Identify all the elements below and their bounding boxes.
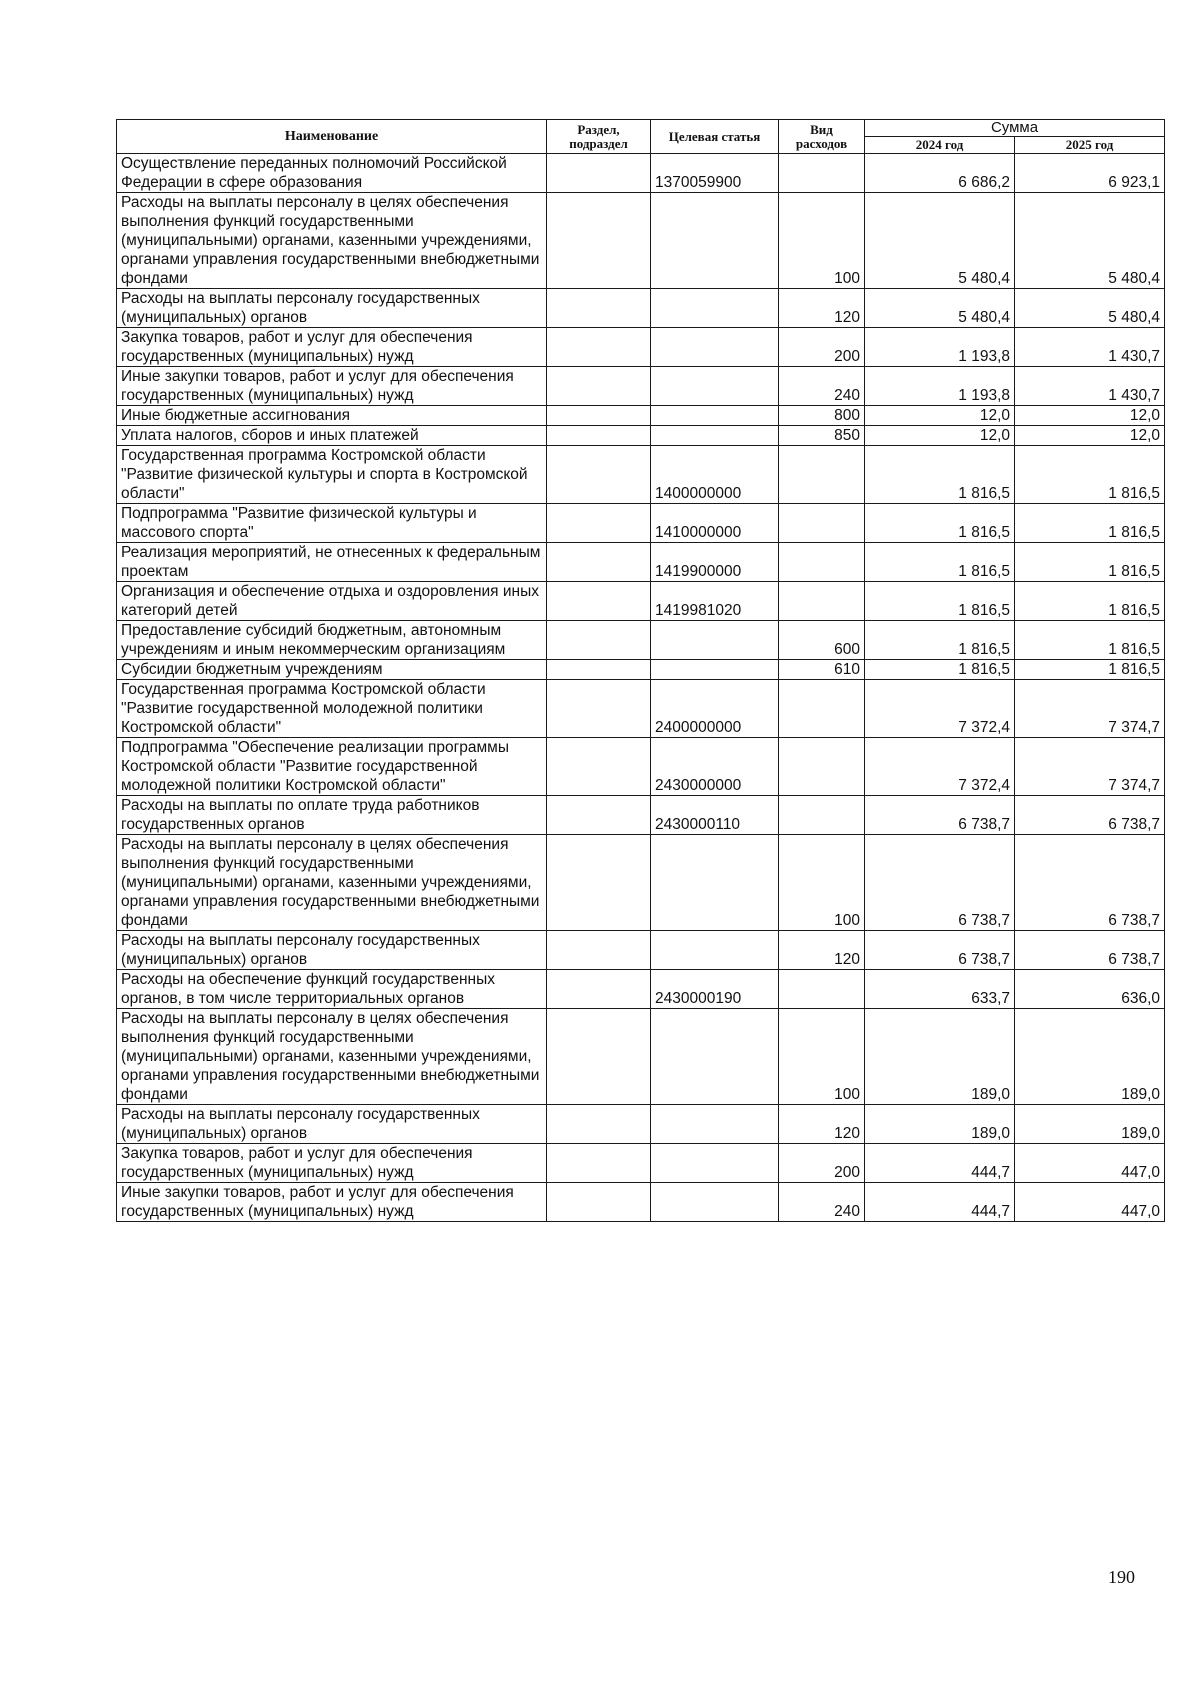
- row-kind: [779, 970, 865, 1009]
- row-target: 2400000000: [651, 680, 779, 738]
- table-row: [117, 835, 1165, 931]
- row-name: Закупка товаров, работ и услуг для обеспечения государственных (муниципальных) нужд: [117, 1144, 547, 1183]
- table-row: [117, 1009, 1165, 1105]
- row-target: [651, 1105, 779, 1144]
- row-sum-2025: 1 816,5: [1015, 543, 1165, 582]
- table-row: [117, 504, 1165, 543]
- table-body: [117, 154, 1165, 1222]
- row-kind: 200: [779, 328, 865, 367]
- row-section: [547, 835, 651, 931]
- row-sum-2025: 12,0: [1015, 426, 1165, 446]
- row-section: [547, 796, 651, 835]
- row-sum-2024: 5 480,4: [865, 289, 1015, 328]
- row-target: 2430000000: [651, 738, 779, 796]
- row-sum-2024: 1 816,5: [865, 504, 1015, 543]
- row-section: [547, 621, 651, 660]
- row-sum-2024: 6 738,7: [865, 835, 1015, 931]
- row-sum-2024: 12,0: [865, 426, 1015, 446]
- row-sum-2025: 7 374,7: [1015, 680, 1165, 738]
- row-kind: 120: [779, 931, 865, 970]
- table-row: [117, 931, 1165, 970]
- row-sum-2024: 12,0: [865, 406, 1015, 426]
- row-kind: [779, 446, 865, 504]
- row-sum-2024: 1 816,5: [865, 446, 1015, 504]
- row-target: [651, 1009, 779, 1105]
- row-sum-2024: 6 738,7: [865, 931, 1015, 970]
- row-sum-2024: 1 816,5: [865, 621, 1015, 660]
- row-sum-2025: 5 480,4: [1015, 289, 1165, 328]
- row-section: [547, 446, 651, 504]
- row-target: [651, 406, 779, 426]
- row-target: 1370059900: [651, 154, 779, 193]
- row-name: Субсидии бюджетным учреждениям: [117, 660, 547, 680]
- header-kind: Вид расходов: [779, 120, 865, 154]
- row-target: 2430000190: [651, 970, 779, 1009]
- row-sum-2025: 7 374,7: [1015, 738, 1165, 796]
- row-sum-2024: 189,0: [865, 1105, 1015, 1144]
- row-sum-2025: 189,0: [1015, 1009, 1165, 1105]
- row-name: Иные бюджетные ассигнования: [117, 406, 547, 426]
- row-section: [547, 660, 651, 680]
- table-row: [117, 621, 1165, 660]
- row-sum-2025: 1 816,5: [1015, 504, 1165, 543]
- header-sum: Сумма: [865, 120, 1165, 137]
- row-sum-2024: 189,0: [865, 1009, 1015, 1105]
- table-row: [117, 970, 1165, 1009]
- row-kind: 200: [779, 1144, 865, 1183]
- row-section: [547, 328, 651, 367]
- table-row: [117, 289, 1165, 328]
- row-target: [651, 931, 779, 970]
- row-name: Расходы на выплаты персоналу в целях обеспечения выполнения функций государственными (муниципальными) органами, казенными учреждениями, органами управления государственными внебюджетными фондами: [117, 193, 547, 289]
- table-row: [117, 680, 1165, 738]
- budget-table: [116, 119, 1165, 1222]
- table-row: [117, 1183, 1165, 1222]
- row-name: Расходы на выплаты персоналу государственных (муниципальных) органов: [117, 931, 547, 970]
- row-target: 1400000000: [651, 446, 779, 504]
- row-sum-2024: 1 816,5: [865, 543, 1015, 582]
- row-kind: 610: [779, 660, 865, 680]
- row-sum-2024: 5 480,4: [865, 193, 1015, 289]
- header-target: Целевая статья: [651, 120, 779, 154]
- table-row: [117, 660, 1165, 680]
- row-kind: [779, 738, 865, 796]
- row-kind: [779, 504, 865, 543]
- row-target: [651, 1183, 779, 1222]
- row-name: Расходы на выплаты персоналу государственных (муниципальных) органов: [117, 1105, 547, 1144]
- row-sum-2024: 633,7: [865, 970, 1015, 1009]
- row-name: Предоставление субсидий бюджетным, автономным учреждениям и иным некоммерческим организациям: [117, 621, 547, 660]
- row-target: 1419900000: [651, 543, 779, 582]
- row-target: [651, 660, 779, 680]
- row-target: 1419981020: [651, 582, 779, 621]
- row-name: Государственная программа Костромской области "Развитие государственной молодежной политики Костромской области": [117, 680, 547, 738]
- row-sum-2025: 12,0: [1015, 406, 1165, 426]
- table-row: [117, 193, 1165, 289]
- table-row: [117, 367, 1165, 406]
- row-name: Иные закупки товаров, работ и услуг для обеспечения государственных (муниципальных) нужд: [117, 367, 547, 406]
- table-row: [117, 328, 1165, 367]
- row-name: Организация и обеспечение отдыха и оздоровления иных категорий детей: [117, 582, 547, 621]
- row-sum-2025: 5 480,4: [1015, 193, 1165, 289]
- row-target: [651, 367, 779, 406]
- row-section: [547, 504, 651, 543]
- table-row: [117, 796, 1165, 835]
- row-sum-2025: 1 816,5: [1015, 446, 1165, 504]
- page-number: 190: [1108, 1567, 1135, 1587]
- row-kind: 240: [779, 367, 865, 406]
- row-section: [547, 154, 651, 193]
- row-section: [547, 970, 651, 1009]
- row-section: [547, 406, 651, 426]
- row-target: [651, 1144, 779, 1183]
- table-row: [117, 154, 1165, 193]
- row-kind: 100: [779, 193, 865, 289]
- row-sum-2025: 1 816,5: [1015, 660, 1165, 680]
- row-sum-2024: 6 686,2: [865, 154, 1015, 193]
- row-target: [651, 193, 779, 289]
- row-kind: 240: [779, 1183, 865, 1222]
- row-sum-2024: 7 372,4: [865, 738, 1015, 796]
- row-name: Подпрограмма "Обеспечение реализации программы Костромской области "Развитие государственной молодежной политики Костромской области": [117, 738, 547, 796]
- row-sum-2025: 6 738,7: [1015, 835, 1165, 931]
- row-sum-2025: 6 738,7: [1015, 931, 1165, 970]
- row-name: Расходы на выплаты персоналу в целях обеспечения выполнения функций государственными (муниципальными) органами, казенными учреждениями, органами управления государственными внебюджетными фондами: [117, 1009, 547, 1105]
- row-kind: 120: [779, 289, 865, 328]
- row-sum-2025: 636,0: [1015, 970, 1165, 1009]
- row-kind: [779, 796, 865, 835]
- row-kind: [779, 582, 865, 621]
- row-sum-2024: 1 816,5: [865, 660, 1015, 680]
- row-kind: 120: [779, 1105, 865, 1144]
- row-kind: [779, 543, 865, 582]
- row-name: Расходы на обеспечение функций государственных органов, в том числе территориальных органов: [117, 970, 547, 1009]
- row-sum-2025: 1 816,5: [1015, 621, 1165, 660]
- table-row: [117, 738, 1165, 796]
- row-kind: 850: [779, 426, 865, 446]
- row-sum-2025: 1 430,7: [1015, 328, 1165, 367]
- row-sum-2024: 7 372,4: [865, 680, 1015, 738]
- row-kind: 800: [779, 406, 865, 426]
- row-section: [547, 1183, 651, 1222]
- row-section: [547, 426, 651, 446]
- row-target: [651, 621, 779, 660]
- row-kind: 100: [779, 835, 865, 931]
- row-section: [547, 193, 651, 289]
- row-sum-2025: 6 738,7: [1015, 796, 1165, 835]
- row-target: [651, 426, 779, 446]
- table-row: [117, 1144, 1165, 1183]
- row-name: Расходы на выплаты по оплате труда работников государственных органов: [117, 796, 547, 835]
- row-name: Расходы на выплаты персоналу государственных (муниципальных) органов: [117, 289, 547, 328]
- row-kind: 100: [779, 1009, 865, 1105]
- row-kind: [779, 154, 865, 193]
- table-row: [117, 1105, 1165, 1144]
- row-name: Осуществление переданных полномочий Российской Федерации в сфере образования: [117, 154, 547, 193]
- header-year-2025: 2025 год: [1015, 137, 1165, 154]
- row-section: [547, 680, 651, 738]
- row-sum-2025: 1 816,5: [1015, 582, 1165, 621]
- table-header: [117, 120, 1165, 154]
- row-target: [651, 289, 779, 328]
- table-row: [117, 426, 1165, 446]
- row-target: [651, 835, 779, 931]
- header-year-2024: 2024 год: [865, 137, 1015, 154]
- row-name: Иные закупки товаров, работ и услуг для обеспечения государственных (муниципальных) нужд: [117, 1183, 547, 1222]
- row-sum-2025: 447,0: [1015, 1183, 1165, 1222]
- header-name: Наименование: [117, 120, 547, 154]
- row-kind: 600: [779, 621, 865, 660]
- row-section: [547, 931, 651, 970]
- row-sum-2024: 6 738,7: [865, 796, 1015, 835]
- table-row: [117, 446, 1165, 504]
- row-name: Подпрограмма "Развитие физической культуры и массового спорта": [117, 504, 547, 543]
- row-name: Реализация мероприятий, не отнесенных к федеральным проектам: [117, 543, 547, 582]
- row-sum-2024: 1 816,5: [865, 582, 1015, 621]
- row-target: [651, 328, 779, 367]
- table-row: [117, 582, 1165, 621]
- row-section: [547, 1144, 651, 1183]
- row-sum-2024: 444,7: [865, 1183, 1015, 1222]
- row-section: [547, 367, 651, 406]
- row-name: Уплата налогов, сборов и иных платежей: [117, 426, 547, 446]
- row-kind: [779, 680, 865, 738]
- row-name: Государственная программа Костромской области "Развитие физической культуры и спорта в Костромской области": [117, 446, 547, 504]
- row-sum-2025: 6 923,1: [1015, 154, 1165, 193]
- row-section: [547, 1009, 651, 1105]
- row-name: Закупка товаров, работ и услуг для обеспечения государственных (муниципальных) нужд: [117, 328, 547, 367]
- row-sum-2025: 189,0: [1015, 1105, 1165, 1144]
- table-row: [117, 543, 1165, 582]
- row-section: [547, 582, 651, 621]
- row-sum-2024: 1 193,8: [865, 328, 1015, 367]
- row-sum-2025: 447,0: [1015, 1144, 1165, 1183]
- row-sum-2025: 1 430,7: [1015, 367, 1165, 406]
- header-section: Раздел, подраздел: [547, 120, 651, 154]
- row-section: [547, 1105, 651, 1144]
- row-section: [547, 543, 651, 582]
- row-name: Расходы на выплаты персоналу в целях обеспечения выполнения функций государственными (муниципальными) органами, казенными учреждениями, органами управления государственными внебюджетными фондами: [117, 835, 547, 931]
- row-section: [547, 289, 651, 328]
- row-sum-2024: 444,7: [865, 1144, 1015, 1183]
- row-target: 1410000000: [651, 504, 779, 543]
- row-section: [547, 738, 651, 796]
- row-sum-2024: 1 193,8: [865, 367, 1015, 406]
- row-target: 2430000110: [651, 796, 779, 835]
- table-row: [117, 406, 1165, 426]
